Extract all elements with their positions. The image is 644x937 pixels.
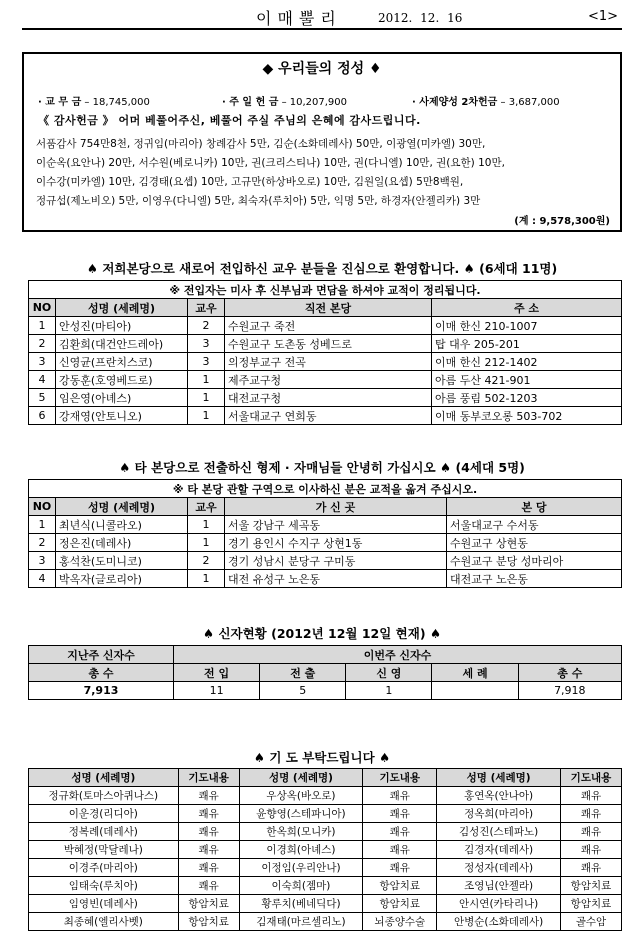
col-name: 성명 (세례명) bbox=[29, 769, 179, 787]
cell-address: 아름 풍림 502-1203 bbox=[432, 389, 622, 407]
cell-no: 5 bbox=[29, 389, 56, 407]
cell-name: 이경희(아녜스) bbox=[239, 841, 363, 859]
col-parish: 본 당 bbox=[447, 498, 622, 516]
cell-count: 1 bbox=[188, 389, 225, 407]
table-row bbox=[29, 682, 622, 700]
transfers-in-notice: ※ 전입자는 미사 후 신부님과 면담을 하셔야 교적이 정리됩니다. bbox=[29, 281, 622, 299]
cell-name: 이운경(리디아) bbox=[29, 805, 179, 823]
cell-address: 이매 한신 212-1402 bbox=[432, 353, 622, 371]
table-row bbox=[29, 859, 622, 877]
table-row bbox=[29, 534, 622, 552]
bulletin-title: 이매뿔리 bbox=[256, 9, 342, 28]
col-count: 교우 bbox=[188, 498, 225, 516]
cell-name: 김환희(대건안드레아) bbox=[56, 335, 188, 353]
cell-name: 정규화(토마스아퀴나스) bbox=[29, 787, 179, 805]
col-name: 성명 (세례명) bbox=[437, 769, 561, 787]
finance-value: – 3,687,000 bbox=[500, 97, 560, 108]
cell-name: 한옥희(모니카) bbox=[239, 823, 363, 841]
cell-content: 쾌유 bbox=[560, 805, 621, 823]
col-baptism: 신 영 bbox=[346, 664, 432, 682]
finance-label: · 주 일 헌 금 bbox=[222, 97, 279, 108]
funeral-value bbox=[432, 682, 518, 700]
cell-content: 쾌유 bbox=[363, 823, 437, 841]
cell-name: 안병순(소화데레사) bbox=[437, 913, 561, 931]
members-title: ♠ 신자현황 (2012년 12월 12일 현재) ♠ bbox=[202, 626, 442, 641]
col-content: 기도내용 bbox=[363, 769, 437, 787]
last-total-value: 7,913 bbox=[29, 682, 174, 700]
cell-no: 3 bbox=[29, 353, 56, 371]
cell-content: 쾌유 bbox=[178, 841, 239, 859]
cell-content: 쾌유 bbox=[363, 841, 437, 859]
cell-parish: 대전교구 노은동 bbox=[447, 570, 622, 588]
cell-content: 쾌유 bbox=[560, 823, 621, 841]
cell-content: 쾌유 bbox=[178, 877, 239, 895]
cell-no: 1 bbox=[29, 516, 56, 534]
table-row bbox=[29, 317, 622, 335]
donor-line: 정규섭(제노비오) 5만, 이영우(다니엘) 5만, 최숙자(루치아) 5만, 익명 5만, 하경자(안젤리카) 3만 bbox=[36, 195, 481, 207]
cell-content: 쾌유 bbox=[363, 787, 437, 805]
donor-line: 이순옥(요안나) 20만, 서수원(베로니카) 10만, 권(크리스티나) 10만, 권(다니엘) 10만, 권(요한) 10만, bbox=[36, 157, 505, 169]
cell-name: 안시연(카타리나) bbox=[437, 895, 561, 913]
cell-no: 6 bbox=[29, 407, 56, 425]
col-count: 교우 bbox=[188, 299, 225, 317]
cell-name: 정성자(데레사) bbox=[437, 859, 561, 877]
col-address: 주 소 bbox=[432, 299, 622, 317]
col-no: NO bbox=[29, 299, 56, 317]
cell-content: 항암치료 bbox=[363, 877, 437, 895]
baptism-value: 1 bbox=[346, 682, 432, 700]
this-total-value: 7,918 bbox=[518, 682, 621, 700]
transfers-out-title: ♠ 타 본당으로 전출하신 형제 · 자매님들 안녕히 가십시오 ♠ (4세대 5명) bbox=[119, 460, 525, 475]
transfers-in-table bbox=[28, 280, 622, 425]
cell-count: 1 bbox=[188, 407, 225, 425]
table-row bbox=[29, 895, 622, 913]
table-row bbox=[29, 389, 622, 407]
table-row bbox=[29, 823, 622, 841]
cell-no: 4 bbox=[29, 570, 56, 588]
cell-count: 1 bbox=[188, 570, 225, 588]
cell-count: 1 bbox=[188, 371, 225, 389]
cell-address: 아름 두산 421-901 bbox=[432, 371, 622, 389]
cell-name: 이숙희(젬마) bbox=[239, 877, 363, 895]
finance-item-seminary bbox=[412, 93, 560, 108]
cell-content: 뇌종양수술 bbox=[363, 913, 437, 931]
cell-name: 조영님(안젤라) bbox=[437, 877, 561, 895]
cell-name: 최년식(니콜라오) bbox=[56, 516, 188, 534]
cell-destination: 경기 용인시 수지구 상현1동 bbox=[225, 534, 447, 552]
table-row bbox=[29, 353, 622, 371]
cell-parish: 대전교구청 bbox=[225, 389, 432, 407]
cell-name: 윤향영(스테파니아) bbox=[239, 805, 363, 823]
cell-parish: 서울대교구 연희동 bbox=[225, 407, 432, 425]
cell-content: 쾌유 bbox=[560, 787, 621, 805]
col-content: 기도내용 bbox=[560, 769, 621, 787]
cell-name: 홍연옥(안나아) bbox=[437, 787, 561, 805]
donor-line: 서품감사 754만8천, 정귀임(마리아) 창례감사 5만, 김순(소화데레사) 50만, 이광열(미카엘) 30만, bbox=[36, 138, 486, 150]
cell-name: 정은진(데레사) bbox=[56, 534, 188, 552]
finance-value: – 18,745,000 bbox=[84, 97, 150, 108]
col-out: 전 출 bbox=[260, 664, 346, 682]
col-in: 전 입 bbox=[174, 664, 260, 682]
thanks-line: 《 감사헌금 》 어머 베풀어주신, 베풀어 주실 주님의 은혜에 감사드립니다. bbox=[38, 114, 421, 127]
table-row bbox=[29, 877, 622, 895]
col-content: 기도내용 bbox=[178, 769, 239, 787]
cell-name: 김재태(마르셀리노) bbox=[239, 913, 363, 931]
cell-count: 3 bbox=[188, 335, 225, 353]
cell-content: 골수암 bbox=[560, 913, 621, 931]
cell-parish: 수원교구 죽전 bbox=[225, 317, 432, 335]
finance-item-sunday bbox=[222, 93, 347, 108]
cell-name: 이경주(마리아) bbox=[29, 859, 179, 877]
prayers-title: ♠ 기 도 부탁드립니다 ♠ bbox=[253, 750, 391, 765]
cell-parish: 수원교구 도촌동 성베드로 bbox=[225, 335, 432, 353]
cell-name: 우상옥(바오로) bbox=[239, 787, 363, 805]
cell-content: 항암치료 bbox=[178, 895, 239, 913]
cell-name: 김경자(데레사) bbox=[437, 841, 561, 859]
cell-address: 이매 동부코오롱 503-702 bbox=[432, 407, 622, 425]
table-header bbox=[29, 498, 622, 516]
cell-parish: 수원교구 분당 성마리아 bbox=[447, 552, 622, 570]
table-header bbox=[29, 769, 622, 787]
cell-name: 박옥자(글로리아) bbox=[56, 570, 188, 588]
members-table bbox=[28, 645, 622, 700]
in-value: 11 bbox=[174, 682, 260, 700]
cell-name: 황루치(베네딕다) bbox=[239, 895, 363, 913]
col-funeral: 세 례 bbox=[432, 664, 518, 682]
cell-count: 1 bbox=[188, 516, 225, 534]
cell-count: 2 bbox=[188, 317, 225, 335]
col-prev-parish: 직전 본당 bbox=[225, 299, 432, 317]
cell-content: 항암치료 bbox=[363, 895, 437, 913]
cell-content: 쾌유 bbox=[178, 859, 239, 877]
col-name: 성명 (세례명) bbox=[239, 769, 363, 787]
table-header bbox=[29, 646, 622, 664]
cell-content: 쾌유 bbox=[363, 859, 437, 877]
cell-content: 항암치료 bbox=[560, 877, 621, 895]
cell-content: 쾌유 bbox=[178, 787, 239, 805]
page-header bbox=[22, 4, 622, 30]
cell-name: 임태숙(루치아) bbox=[29, 877, 179, 895]
cell-content: 쾌유 bbox=[178, 823, 239, 841]
cell-content: 항암치료 bbox=[178, 913, 239, 931]
page-number: <1> bbox=[588, 9, 619, 24]
transfers-out-notice: ※ 타 본당 관할 구역으로 이사하신 분은 교적을 옮겨 주십시오. bbox=[29, 480, 622, 498]
table-row bbox=[29, 805, 622, 823]
table-row bbox=[29, 516, 622, 534]
cell-name: 강재영(안토니오) bbox=[56, 407, 188, 425]
cell-name: 강동훈(호영베드로) bbox=[56, 371, 188, 389]
table-row bbox=[29, 913, 622, 931]
transfers-out-table bbox=[28, 479, 622, 588]
table-row bbox=[29, 841, 622, 859]
cell-no: 2 bbox=[29, 335, 56, 353]
table-row bbox=[29, 570, 622, 588]
table-header bbox=[29, 299, 622, 317]
cell-name: 임영빈(데레사) bbox=[29, 895, 179, 913]
cell-parish: 서울대교구 수서동 bbox=[447, 516, 622, 534]
table-row bbox=[29, 787, 622, 805]
finance-value: – 10,207,900 bbox=[281, 97, 347, 108]
last-week-label: 지난주 신자수 bbox=[29, 646, 174, 664]
cell-name: 신영균(프란치스코) bbox=[56, 353, 188, 371]
cell-name: 정옥희(마리아) bbox=[437, 805, 561, 823]
cell-no: 3 bbox=[29, 552, 56, 570]
col-last-total: 총 수 bbox=[29, 664, 174, 682]
cell-name: 정복례(데레사) bbox=[29, 823, 179, 841]
col-this-total: 총 수 bbox=[518, 664, 621, 682]
cell-address: 이매 한신 210-1007 bbox=[432, 317, 622, 335]
cell-content: 쾌유 bbox=[178, 805, 239, 823]
table-header bbox=[29, 664, 622, 682]
col-destination: 가 신 곳 bbox=[225, 498, 447, 516]
cell-name: 홍석찬(도미니코) bbox=[56, 552, 188, 570]
cell-destination: 서울 강남구 세곡동 bbox=[225, 516, 447, 534]
col-no: NO bbox=[29, 498, 56, 516]
this-week-label: 이번주 신자수 bbox=[174, 646, 622, 664]
transfers-in-title: ♠ 저희본당으로 새로어 전입하신 교우 분들을 진심으로 환영합니다. ♠ (6세대 11명) bbox=[86, 261, 558, 276]
cell-name: 임은영(아녜스) bbox=[56, 389, 188, 407]
cell-no: 4 bbox=[29, 371, 56, 389]
donor-line: 이수강(미카엘) 10만, 김경태(요셉) 10만, 고규만(하상바오로) 10만, 김원일(요셉) 5만8백원, bbox=[36, 176, 464, 188]
cell-name: 최종혜(엘리사벳) bbox=[29, 913, 179, 931]
offerings-box bbox=[22, 52, 622, 232]
cell-parish: 제주교구청 bbox=[225, 371, 432, 389]
cell-parish: 의정부교구 전곡 bbox=[225, 353, 432, 371]
col-name: 성명 (세례명) bbox=[56, 299, 188, 317]
offerings-title: ◆ 우리들의 정성 ♦ bbox=[262, 61, 382, 77]
cell-name: 김성진(스테파노) bbox=[437, 823, 561, 841]
bulletin-date: 2012. 12. 16 bbox=[378, 11, 463, 25]
prayers-table bbox=[28, 768, 622, 931]
cell-content: 항암치료 bbox=[560, 895, 621, 913]
table-row bbox=[29, 335, 622, 353]
cell-content: 쾌유 bbox=[560, 841, 621, 859]
cell-count: 1 bbox=[188, 534, 225, 552]
cell-no: 2 bbox=[29, 534, 56, 552]
cell-name: 안성진(마티아) bbox=[56, 317, 188, 335]
cell-address: 탑 대우 205-201 bbox=[432, 335, 622, 353]
offerings-total: (계 : 9,578,300원) bbox=[514, 216, 610, 227]
col-name: 성명 (세례명) bbox=[56, 498, 188, 516]
finance-label: · 교 무 금 bbox=[38, 97, 82, 108]
finance-label: · 사제양성 2차헌금 bbox=[412, 97, 498, 108]
cell-parish: 수원교구 상현동 bbox=[447, 534, 622, 552]
cell-count: 3 bbox=[188, 353, 225, 371]
cell-content: 쾌유 bbox=[363, 805, 437, 823]
table-row bbox=[29, 552, 622, 570]
cell-no: 1 bbox=[29, 317, 56, 335]
cell-name: 박혜정(막달레나) bbox=[29, 841, 179, 859]
table-row bbox=[29, 371, 622, 389]
cell-content: 쾌유 bbox=[560, 859, 621, 877]
cell-destination: 대전 유성구 노은동 bbox=[225, 570, 447, 588]
cell-name: 이정임(우리안나) bbox=[239, 859, 363, 877]
cell-count: 2 bbox=[188, 552, 225, 570]
cell-destination: 경기 성남시 분당구 구미동 bbox=[225, 552, 447, 570]
out-value: 5 bbox=[260, 682, 346, 700]
finance-item-dues bbox=[38, 93, 150, 108]
table-row bbox=[29, 407, 622, 425]
